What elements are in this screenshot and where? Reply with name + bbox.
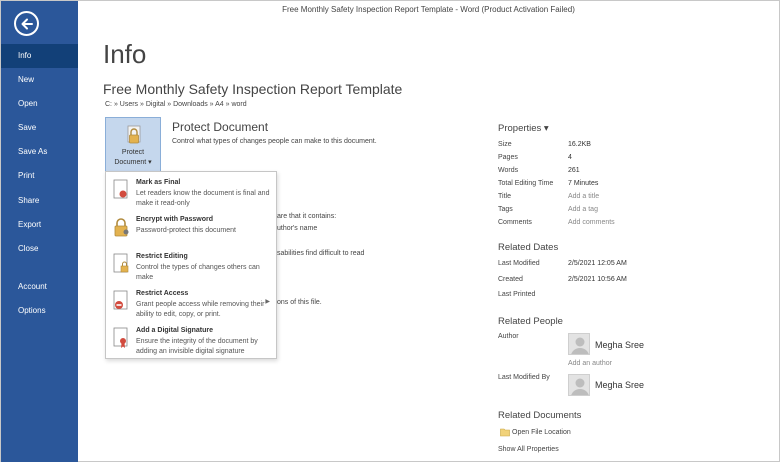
menu-item-description: Password-protect this document [136,227,236,234]
prop-value-size: 16.2KB [568,141,591,148]
protect-document-description: Control what types of changes people can make to this document. [172,138,377,145]
prop-label-title: Title [498,193,511,200]
nav-item-account[interactable]: Account [18,282,47,291]
nav-item-share[interactable]: Share [18,196,40,205]
person-icon [569,375,590,396]
menu-item-restrict-access[interactable] [106,286,276,322]
nav-item-open[interactable]: Open [18,99,38,108]
protect-button-label-1: Protect [121,149,145,156]
versions-text-fragment: ons of this file. [277,299,322,306]
prop-value-editing-time: 7 Minutes [568,180,599,187]
menu-item-encrypt-with-password[interactable] [106,212,276,248]
prop-value-pages: 4 [568,154,572,161]
page-title: Info [103,39,147,69]
lock-key-icon [123,124,145,146]
inspect-text-fragment: are that it contains: [277,213,337,220]
menu-item-description: Let readers know the document is final and make it read-only [136,190,270,207]
prop-label-last-printed: Last Printed [498,291,536,298]
document-no-access-icon [112,290,130,312]
nav-item-save-as[interactable]: Save As [18,147,48,156]
submenu-arrow-icon: ▶ [265,299,270,305]
accessibility-text-fragment: sabilities find difficult to read [277,250,365,257]
menu-item-restrict-editing[interactable] [106,249,276,285]
related-dates-heading: Related Dates [498,242,559,253]
author-name[interactable]: Megha Sree [595,340,645,350]
last-modified-by-label: Last Modified By [498,374,550,381]
author-label: Author [498,333,519,340]
document-title: Free Monthly Safety Inspection Report Template [103,81,403,97]
nav-item-options[interactable]: Options [18,306,46,315]
folder-icon [500,427,510,437]
document-lock-icon [112,253,130,275]
nav-item-info[interactable]: Info [1,44,78,68]
title-input[interactable]: Add a title [568,193,600,200]
nav-item-close[interactable]: Close [18,244,39,253]
prop-label-created: Created [498,276,523,283]
avatar [568,333,590,355]
menu-item-title: Restrict Access [136,290,189,297]
padlock-key-icon [112,216,130,238]
menu-item-add-digital-signature[interactable] [106,323,276,359]
prop-label-pages: Pages [498,154,518,161]
avatar [568,374,590,396]
prop-label-comments: Comments [498,219,532,226]
menu-item-description: Ensure the integrity of the document by adding an invisible digital signature [136,338,258,355]
document-path[interactable]: C: » Users » Digital » Downloads » A4 » word [105,101,247,108]
show-all-properties-link[interactable]: Show All Properties [498,446,559,453]
tags-input[interactable]: Add a tag [568,206,598,213]
last-modified-by-name[interactable]: Megha Sree [595,380,645,390]
nav-item-save[interactable]: Save [18,123,37,132]
menu-item-title: Mark as Final [136,179,181,186]
menu-item-title: Add a Digital Signature [136,327,214,334]
backstage-nav [1,1,78,462]
protect-document-button[interactable] [105,117,161,173]
protect-button-label-2: Document ▾ [114,159,152,166]
menu-item-description: Grant people access while removing their ability to edit, copy, or print. [136,301,265,318]
document-signature-icon [112,327,130,349]
open-file-location-link[interactable]: Open File Location [512,429,571,436]
prop-label-words: Words [498,167,519,174]
properties-heading[interactable]: Properties ▾ [498,123,549,134]
menu-item-mark-as-final[interactable] [106,175,276,211]
prop-value-created: 2/5/2021 10:56 AM [568,276,627,283]
protect-document-title: Protect Document [172,120,269,134]
prop-value-last-modified: 2/5/2021 12:05 AM [568,260,627,267]
prop-label-last-modified: Last Modified [498,260,540,267]
arrow-left-icon [20,17,34,31]
related-people-heading: Related People [498,316,563,327]
related-documents-heading: Related Documents [498,410,582,421]
document-final-icon [112,179,130,201]
window-title: Free Monthly Safety Inspection Report Template - Word (Product Activation Failed) [282,5,575,14]
nav-item-export[interactable]: Export [18,220,42,229]
prop-label-tags: Tags [498,206,513,213]
back-button[interactable] [14,11,39,36]
prop-value-words: 261 [568,167,580,174]
inspect-text-fragment: uthor's name [277,225,318,232]
menu-item-title: Encrypt with Password [136,216,214,223]
comments-input[interactable]: Add comments [568,219,615,226]
prop-label-size: Size [498,141,512,148]
person-icon [569,334,590,355]
menu-item-description: Control the types of changes others can make [136,264,260,281]
menu-item-title: Restrict Editing [136,253,188,260]
nav-item-new[interactable]: New [18,75,35,84]
nav-item-print[interactable]: Print [18,171,35,180]
prop-label-editing-time: Total Editing Time [498,180,554,187]
add-author-link[interactable]: Add an author [568,360,612,367]
protect-document-menu [105,171,277,359]
